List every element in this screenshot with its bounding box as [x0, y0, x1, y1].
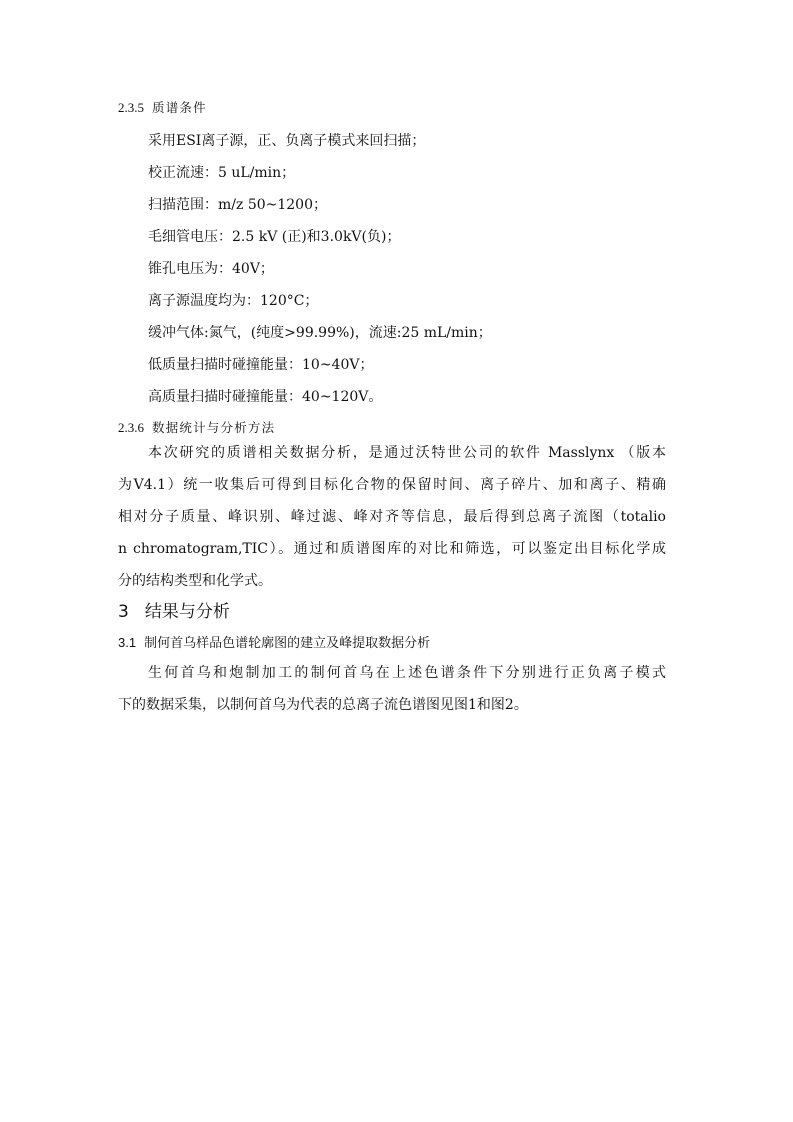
- list-item: 低质量扫描时碰撞能量：10~40V；: [148, 357, 374, 373]
- heading-3: [118, 597, 230, 622]
- section-number: 3.1: [118, 635, 137, 650]
- section-number: 2.3.5: [118, 100, 144, 115]
- list-item: 毛细管电压：2.5 kV (正)和3.0kV(负)；: [148, 229, 401, 245]
- paragraph-line: n chromatogram,TIC）。通过和质谱图库的对比和筛选，可以鉴定出目标化学成: [118, 541, 666, 557]
- heading-2-3-6: [118, 418, 275, 436]
- section-number: 3: [118, 602, 129, 622]
- paragraph-line: 本次研究的质谱相关数据分析，是通过沃特世公司的软件 Masslynx （版本: [148, 445, 666, 461]
- list-item: 校正流速：5 uL/min；: [148, 165, 296, 181]
- paragraph-line: 为V4.1）统一收集后可得到目标化合物的保留时间、离子碎片、加和离子、精确: [118, 477, 666, 493]
- paragraph-line: 生何首乌和炮制加工的制何首乌在上述色谱条件下分别进行正负离子模式: [148, 665, 666, 681]
- heading-2-3-5: [118, 98, 207, 116]
- section-title: 质谱条件: [152, 100, 207, 115]
- list-item: 离子源温度均为：120°C；: [148, 293, 319, 309]
- list-item: 扫描范围：m/z 50~1200；: [148, 197, 327, 213]
- paragraph-line: 下的数据采集，以制何首乌为代表的总离子流色谱图见图1和图2。: [118, 697, 528, 713]
- section-title: 制何首乌样品色谱轮廓图的建立及峰提取数据分析: [144, 636, 431, 651]
- paragraph-line: 相对分子质量、峰识别、峰过滤、峰对齐等信息，最后得到总离子流图（totalio: [118, 509, 666, 525]
- list-item: 锥孔电压为：40V；: [148, 261, 274, 277]
- section-title: 数据统计与分析方法: [152, 420, 276, 435]
- list-item: 高质量扫描时碰撞能量：40~120V。: [148, 389, 383, 405]
- section-title: 结果与分析: [144, 602, 230, 622]
- paragraph-line: 分的结构类型和化学式。: [118, 573, 272, 589]
- list-item: 缓冲气体:氮气，(纯度>99.99%)，流速:25 mL/min；: [148, 325, 492, 341]
- section-number: 2.3.6: [118, 420, 144, 435]
- list-item: 采用ESI离子源，正、负离子模式来回扫描；: [148, 133, 426, 149]
- heading-3-1: [118, 632, 430, 651]
